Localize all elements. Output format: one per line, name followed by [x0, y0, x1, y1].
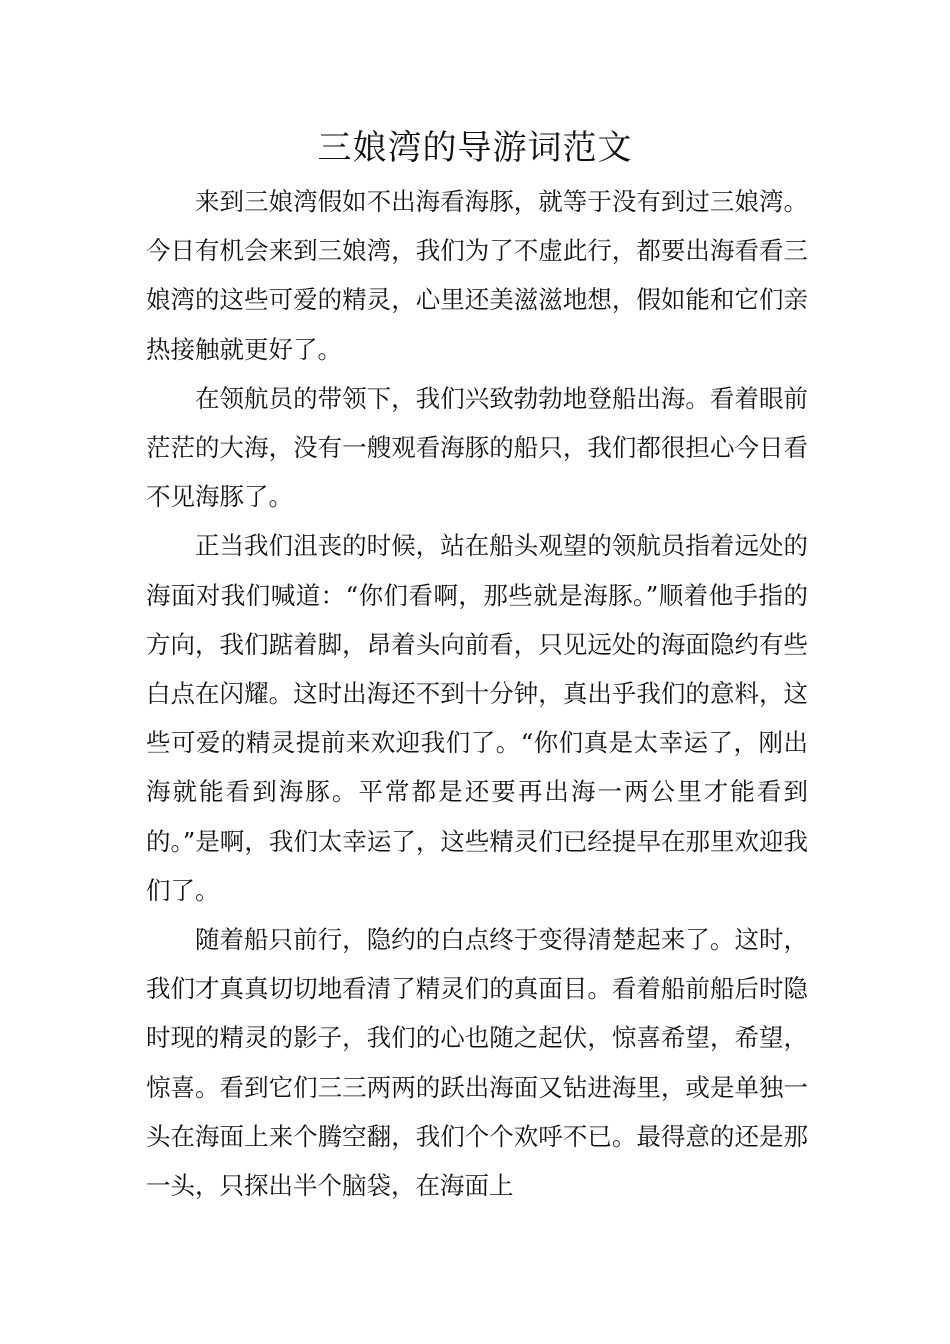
paragraph-4: 随着船只前行，隐约的白点终于变得清楚起来了。这时，我们才真真切切地看清了精灵们的真面目。看着船前船后时隐时现的精灵的影子，我们的心也随之起伏，惊喜希望，希望，惊喜。看到它们三三两两的跃出海面又钻进海里，或是单独一头在海面上来个腾空翻，我们个个欢呼不已。最得意的还是那一头，只探出半个脑袋，在海面上 [146, 925, 808, 1201]
document-title: 三娘湾的导游词范文 [317, 128, 633, 168]
paragraph-1: 来到三娘湾假如不出海看海豚，就等于没有到过三娘湾。今日有机会来到三娘湾，我们为了不虚此行，都要出海看看三娘湾的这些可爱的精灵，心里还美滋滋地想，假如能和它们亲热接触就更好了。 [146, 187, 808, 364]
document-body [146, 177, 808, 1210]
paragraph-3: 正当我们沮丧的时候，站在船头观望的领航员指着远处的海面对我们喊道：“你们看啊，那些就是海豚。”顺着他手指的方向，我们踮着脚，昂着头向前看，只见远处的海面隐约有些白点在闪耀。这时出海还不到十分钟，真出乎我们的意料，这些可爱的精灵提前来欢迎我们了。“你们真是太幸运了，刚出海就能看到海豚。平常都是还要再出海一两公里才能看到的。”是啊，我们太幸运了，这些精灵们已经提早在那里欢迎我们了。 [146, 531, 808, 905]
paragraph-2: 在领航员的带领下，我们兴致勃勃地登船出海。看着眼前茫茫的大海，没有一艘观看海豚的船只，我们都很担心今日看不见海豚了。 [146, 383, 808, 512]
